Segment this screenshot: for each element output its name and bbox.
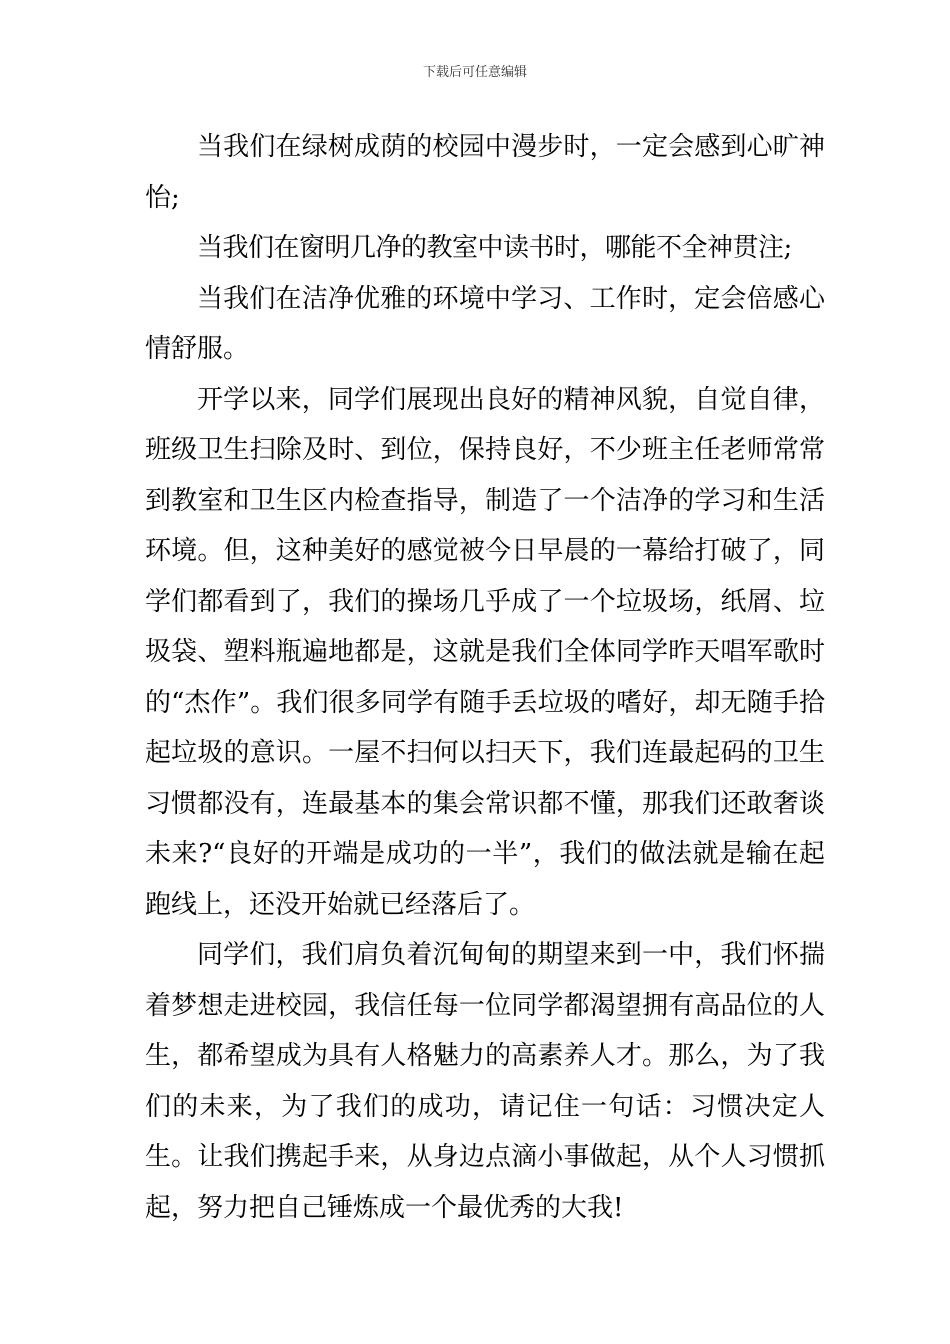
paragraph-classroom-reading: 当我们在窗明几净的教室中读书时，哪能不全神贯注; xyxy=(197,233,792,263)
paragraph-call-to-action: 同学们，我们肩负着沉甸甸的期望来到一中，我们怀揣着梦想走进校园，我信任每一位同学都渴望拥有高品位的人生，都希望成为具有人格魅力的高素养人才。那么，为了我们的未来，为了我们的成功，请记住一句话：习惯决定人生。让我们携起手来，从身边点滴小事做起，从个人习惯抓起，努力把自己锤炼成一个最优秀的大我! xyxy=(145,940,825,1223)
paragraph-school-start: 开学以来，同学们展现出良好的精神风貌，自觉自律，班级卫生扫除及时、到位，保持良好，不少班主任老师常常到教室和卫生区内检查指导，制造了一个洁净的学习和生活环境。但，这种美好的感觉被今日早晨的一幕给打破了，同学们都看到了，我们的操场几乎成了一个垃圾场，纸屑、垃圾袋、塑料瓶遍地都是，这就是我们全体同学昨天唱军歌时的“杰作”。我们很多同学有随手丢垃圾的嗜好，却无随手拾起垃圾的意识。一屋不扫何以扫天下，我们连最起码的卫生习惯都没有，连最基本的集会常识都不懂，那我们还敢奢谈未来?“良好的开端是成功的一半”，我们的做法就是输在起跑线上，还没开始就已经落后了。 xyxy=(145,384,825,920)
paragraph-clean-environment: 当我们在洁净优雅的环境中学习、工作时，定会倍感心情舒服。 xyxy=(145,283,825,364)
paragraph-campus-walk: 当我们在绿树成荫的校园中漫步时，一定会感到心旷神怡; xyxy=(145,132,825,213)
document-body xyxy=(145,122,825,1233)
header-note: 下载后可任意编辑 xyxy=(422,65,527,80)
